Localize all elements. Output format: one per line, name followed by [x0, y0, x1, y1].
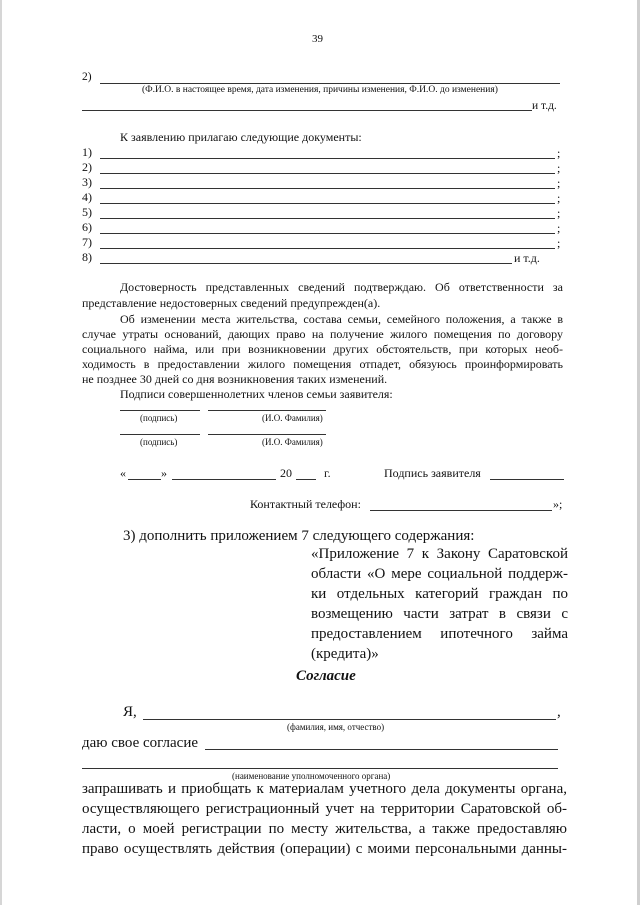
documents-intro: К заявлению прилагаю следующие документы: [120, 130, 362, 144]
signature-line [120, 410, 200, 411]
document-item-number: 8) [82, 250, 92, 264]
signature-caption: (подпись) [140, 437, 178, 447]
consent-give-consent: даю свое согласие [82, 735, 199, 751]
annex-line: возмещению части затрат в связи с [311, 606, 568, 622]
consent-comma: , [557, 704, 561, 720]
document-item-line [100, 173, 555, 174]
consent-body-line: ласти, о моей регистрации по месту жительства, а также предоставляю [82, 821, 567, 837]
document-item-semicolon: ; [557, 221, 561, 235]
scan-left-edge [0, 0, 2, 905]
signature-caption: (подпись) [140, 413, 178, 423]
signature-line [120, 434, 200, 435]
statement-line: Об изменении места жительства, состава семьи, семейного положения, а также в [120, 312, 563, 326]
annex-line: «Приложение 7 к Закону Саратовской [311, 546, 568, 562]
statement-line: представление недостоверных сведений предупрежден(а). [82, 296, 381, 310]
document-item-line [100, 203, 555, 204]
document-item-line [100, 263, 512, 264]
name-line [208, 410, 326, 411]
item2-caption: (Ф.И.О. в настоящее время, дата изменения, причины изменения, Ф.И.О. до изменения) [142, 85, 498, 95]
document-item-line [100, 158, 555, 159]
annex-line: предоставлением ипотечного займа [311, 626, 568, 642]
statement-line: социального найма, или при возникновении других обстоятельств, при которых необ- [82, 342, 563, 356]
phone-end: »; [553, 497, 563, 511]
date-day-line [128, 479, 161, 480]
consent-body-line: право осуществлять действия (операции) с моими персональными данны- [82, 841, 567, 857]
applicant-signature-label: Подпись заявителя [384, 466, 481, 480]
document-item-number: 4) [82, 190, 92, 204]
phone-line [370, 510, 552, 511]
item2-number: 2) [82, 71, 92, 83]
date-close-quote: » [161, 466, 167, 480]
statement-line: случае утраты оснований, дающих право на получение жилого помещения по договору [82, 327, 563, 341]
document-item-semicolon: ; [557, 206, 561, 220]
document-item-number: 3) [82, 175, 92, 189]
document-item-number: 7) [82, 235, 92, 249]
document-item-line [100, 218, 555, 219]
document-item-semicolon: ; [557, 176, 561, 190]
annex-line: ки отдельных категорий граждан по [311, 586, 568, 602]
date-year-suffix: г. [324, 466, 331, 480]
date-month-line [172, 479, 276, 480]
statement-line: ходимость в предоставлении жилого помещения отпадет, обязуюсь проинформировать [82, 357, 563, 371]
consent-title: Согласие [296, 668, 356, 684]
document-item-number: 1) [82, 145, 92, 159]
document-item-line [100, 248, 555, 249]
item2-fill-line [100, 83, 560, 84]
document-item-semicolon: ; [557, 146, 561, 160]
item2-fill-line-2 [82, 110, 532, 111]
phone-label: Контактный телефон: [250, 497, 361, 511]
consent-organ-line-2 [82, 768, 558, 769]
document-item-line [100, 188, 555, 189]
consent-organ-caption: (наименование уполномоченного органа) [232, 771, 391, 781]
statement-line: не позднее 30 дней со дня возникновения таких изменений. [82, 372, 388, 386]
document-item-semicolon: ; [557, 161, 561, 175]
consent-fio-line [143, 719, 556, 720]
annex-line: (кредита)» [311, 646, 379, 662]
consent-body-line: запрашивать и приобщать к материалам учетного дела документы органа, [82, 781, 567, 797]
item2-etc: и т.д. [532, 100, 557, 112]
document-item-etc: и т.д. [514, 251, 540, 265]
consent-organ-line [205, 749, 558, 750]
document-item-semicolon: ; [557, 191, 561, 205]
applicant-signature-line [490, 479, 564, 480]
name-caption: (И.О. Фамилия) [262, 437, 323, 447]
page-number: 39 [312, 33, 323, 45]
amendment-item3: 3) дополнить приложением 7 следующего содержания: [123, 528, 475, 544]
annex-line: области «О мере социальной поддерж- [311, 566, 568, 582]
document-item-line [100, 233, 555, 234]
statement-line: Достоверность представленных сведений подтверждаю. Об ответственности за [120, 280, 563, 294]
document-item-number: 2) [82, 160, 92, 174]
name-caption: (И.О. Фамилия) [262, 413, 323, 423]
document-item-semicolon: ; [557, 236, 561, 250]
date-year-prefix: 20 [280, 466, 292, 480]
consent-fio-caption: (фамилия, имя, отчество) [287, 722, 385, 732]
date-open-quote: « [120, 466, 126, 480]
document-item-number: 5) [82, 205, 92, 219]
consent-ya: Я, [123, 704, 137, 720]
name-line [208, 434, 326, 435]
signatures-heading: Подписи совершеннолетних членов семьи заявителя: [120, 387, 393, 401]
date-year-line [296, 479, 316, 480]
consent-body-line: осуществляющего регистрационный учет на территории Саратовской об- [82, 801, 567, 817]
document-item-number: 6) [82, 220, 92, 234]
